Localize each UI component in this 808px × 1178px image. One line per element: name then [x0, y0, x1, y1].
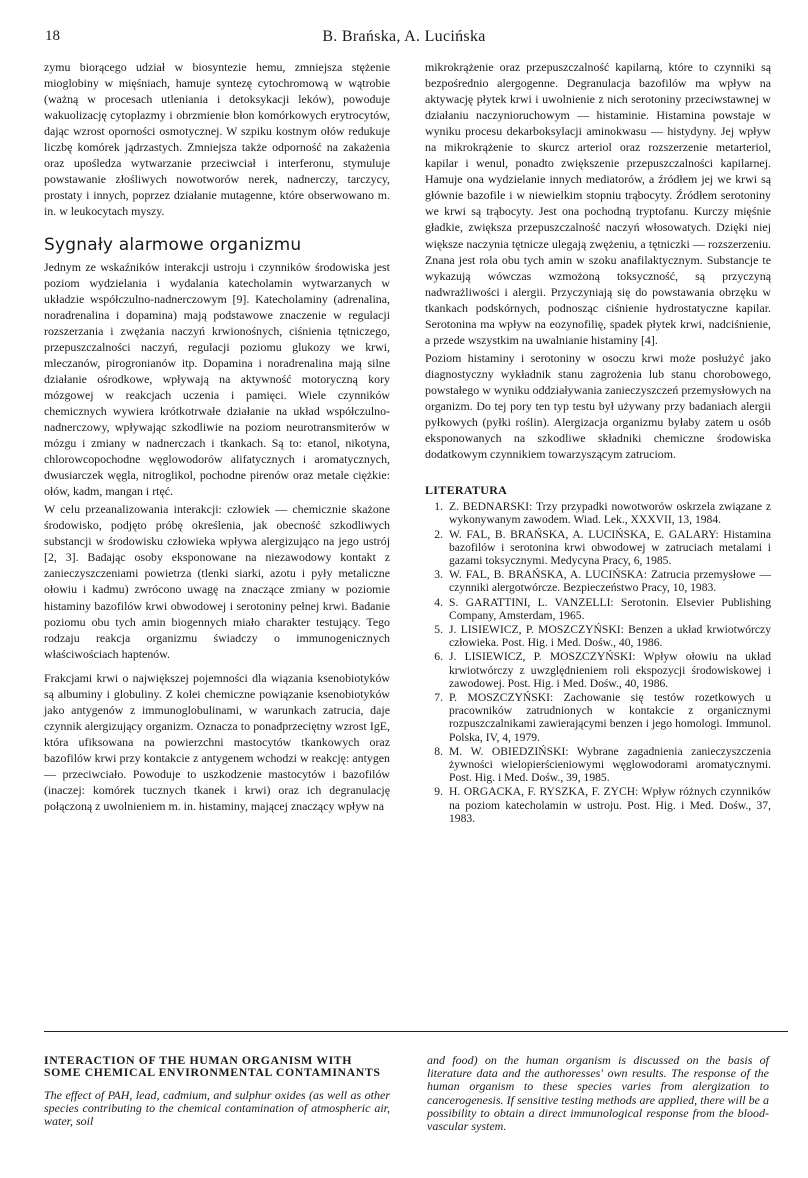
- reference-text: Z. BEDNARSKI: Trzy przypadki nowotworów oskrzela związane z wykonywanym zawodem. Wiad. Lek., XXXVII, 13, 1984.: [449, 500, 771, 527]
- left-column: [44, 59, 390, 814]
- literature-heading: LITERATURA: [425, 483, 508, 498]
- reference-text: S. GARATTINI, L. VANZELLI: Serotonin. Elsevier Publishing Company, Amsterdam, 1965.: [449, 595, 771, 622]
- reference-number: 6.: [434, 650, 443, 664]
- reference-text: H. ORGACKA, F. RYSZKA, F. ZYCH: Wpływ różnych czynników na poziom katecholamin w ustroju. Post. Hig. i Med. Dośw., 37, 1983.: [449, 785, 771, 825]
- paragraph: W celu przeanalizowania interakcji: człowiek — chemicznie skażone środowisko, podjęto próbę określenia, jak obecność szkodliwych substancji w środowisku człowieka wpływa alergizująco na jego ustrój [2, 3]. Badając osoby eksponowane na niezawodowy kontakt z zanieczyszczeniami powietrza (tlenki siarki, azotu i pyły metaliczne ołowiu i kadmu) zwrócono uwagę na znaczące zmiany w poziomie histaminy bazofilów krwi obwodowej i serotoniny pełnej krwi. Badanie poziomu obu tych amin biogennych miało charakter testujący. Tego rodzaju reakcja organizmu świadczy o immunogenicznych właściwościach haptenów.: [44, 502, 390, 661]
- reference-number: 7.: [434, 691, 443, 705]
- summary-text: and food) on the human organism is discussed on the basis of literature data and the authoresses' own results. The response of the human organism to these species varies from alergization to cancerogenesis. If sensitive testing methods are applied, there will be a possibility to obtain a direct immunological response from the blood-vascular system.: [427, 1053, 769, 1134]
- paragraph: Jednym ze wskaźników interakcji ustroju i czynników środowiska jest poziom wydzielania i wydalania katecholamin wytwarzanych w układzie współczulno-nadnerczowym [9]. Katecholaminy (adrenalina, noradrenalina i dopamina) mają podstawowe znaczenie w regulacji rozszerzania i zwężania naczyń krwionośnych, ciśnienia tętniczego, przepuszczalności naczyń, regulacji poziomu glukozy we krwi, mleczanów, pirogronianów itp. Dopamina i noradrenalina mają silne działanie ośrodkowe, wpływają na aktywność motoryczną kory mózgowej w reakcjach uczenia i pamięci. Wiele czynników chemicznych wywiera krótkotrwałe działanie na układ współczulno-nadnerczowy, wpływając szkodliwie na poziom neurotransmiterów w mózgu i zmiany w nadnerczach i tkankach. Są to: etanol, nikotyna, chlorowcopochodne węglowodorów alifatycznych i aromatycznych, dwusiarczek węgla, nitroglikol, pochodne pirenów oraz metale ciężkie: ołów, kadm, mangan i rtęć.: [44, 259, 390, 499]
- running-head: B. Brańska, A. Lucińska: [322, 28, 486, 45]
- reference-item: [425, 623, 771, 649]
- reference-text: J. LISIEWICZ, P. MOSZCZYŃSKI: Benzen a układ krwiotwórczy człowieka. Post. Hig. i Med. Dośw., 40, 1986.: [449, 623, 771, 650]
- reference-number: 8.: [434, 744, 443, 758]
- section-heading: Sygnały alarmowe organizmu: [44, 235, 302, 256]
- reference-item: [425, 785, 771, 825]
- summary-text: The effect of PAH, lead, cadmium, and sulphur oxides (as well as other species contributing to the chemical contamination of atmospheric air, water, soil: [44, 1087, 390, 1129]
- reference-item: [425, 528, 771, 568]
- english-summary-right: [427, 1054, 769, 1133]
- page-number: 18: [45, 28, 60, 44]
- reference-text: J. LISIEWICZ, P. MOSZCZYŃSKI: Wpływ ołowiu na układ krwiotwórczy z uwzględnieniem roli ekspozycji środowiskowej i zawodowej. Post. Hig. i Med. Dośw., 40, 1986.: [449, 650, 771, 690]
- reference-number: 9.: [434, 785, 443, 799]
- paragraph: Poziom histaminy i serotoniny w osoczu krwi może posłużyć jako diagnostyczny wykładnik stanu zagrożenia lub stanu chorobowego, powstałego w wyniku oddziaływania zanieczyszczeń przemysłowych na organizm. Do tej pory ten typ testu był używany przy badaniach alergii pyłkowych (pyłki roślin). Alergizacja organizmu byłaby zatem u osób eksponowanych na szkodliwe składniki chemiczne środowiska dodatkowym czynnikiem towarzyszącym zatruciom.: [425, 350, 771, 462]
- reference-text: M. W. OBIEDZIŃSKI: Wybrane zagadnienia zanieczyszczenia żywności wielopierścieniowymi węglowodorami aromatycznymi. Post. Hig. i Med. Dośw., 39, 1985.: [449, 744, 771, 785]
- reference-text: P. MOSZCZYŃSKI: Zachowanie się testów rozetkowych u pracowników zatrudnionych w kontakcie z organicznymi rozpuszczalnikami zawierającymi benzen i jego homologi. Immunol. Polska, IV, 4, 1979.: [449, 691, 771, 744]
- reference-item: [425, 691, 771, 744]
- reference-number: 5.: [434, 623, 443, 637]
- paragraph: Frakcjami krwi o największej pojemności dla wiązania ksenobiotyków są albuminy i globuliny. Z kolei chemiczne powiązanie ksenobiotyków jako antygenów z immunoglobulinami, w warunkach zatrucia, daje czynnik alergizujący organizm. Oznacza to ponadprzeciętny wzrost IgE, która ufiksowana na powierzchni mastocytów tkankowych oraz bazofilów krwi przy kontakcie z antygenem wchodzi w reakcję: antygen — przeciwciało. Powoduje to uszkodzenie mastocytów i bazofilów (inaczej: komórek tucznych tkanek i krwi) oraz ich degranulację połączoną z uwolnieniem m. in. histaminy, mającej znaczący wpływ na: [44, 670, 390, 814]
- paragraph: zymu biorącego udział w biosyntezie hemu, zmniejsza stężenie mioglobiny w mięśniach, hamuje syntezę cytochromową w wątrobie (ważną w procesach utleniania i detoksykacji leków), powoduje wakuolizację cytoplazmy i obrzmienie błon komórkowych erytrocytów, dając wzrost oporności osmotycznej. W szpiku kostnym ołów redukuje liczbę komórek jądrzastych. Zmniejsza także odporność na zakażenia oraz upośledza wytwarzanie przeciwciał i interferonu, stymuluje powstawanie złośliwych nowotworów nerek, nadnerczy, tarczycy, prostaty i innych, poprzez działanie mutagenne, które obserwowano m. in. w leukocytach myszy.: [44, 60, 390, 219]
- reference-item: [425, 500, 771, 526]
- reference-text: W. FAL, B. BRAŃSKA, A. LUCIŃSKA: Zatrucia przemysłowe — czynniki alergotwórcze. Bezpieczeństwo Pracy, 10, 1983.: [449, 568, 771, 595]
- reference-item: [425, 745, 771, 785]
- reference-number: 4.: [434, 595, 443, 609]
- right-column: [425, 59, 771, 826]
- reference-text: W. FAL, B. BRAŃSKA, A. LUCIŃSKA, E. GALARY: Histamina bazofilów i serotonina krwi obwodowej w zatruciach metalami i gazami toksycznymi. Medycyna Pracy, 6, 1985.: [449, 527, 771, 568]
- summary-title: INTERACTION OF THE HUMAN ORGANISM WITH SOME CHEMICAL ENVIRONMENTAL CONTAMINANTS: [44, 1053, 381, 1080]
- reference-number: 1.: [434, 500, 443, 514]
- reference-number: 2.: [434, 527, 443, 541]
- reference-item: [425, 650, 771, 690]
- section-divider: [44, 1031, 788, 1032]
- paragraph: mikrokrążenie oraz przepuszczalność kapilarną, które to czynniki są bezpośrednio alergogenne. Degranulacja bazofilów ma wpływ na aktywację płytek krwi i uwolnienie z nich serotoniny przeciwstawnej w działaniu naczynioruchowym — histaminie. Histamina powstaje w wyniku procesu dekarboksylacji aminokwasu — histydyny. Jej wpływ na mikrokrążenie to skurcz arteriol oraz rozszerzenie metarteriol, kapilar i wenul, ponadto zwiększenie przepuszczalności kapilarnej. Hamuje ona wydzielanie innych mediatorów, a źródłem jej we krwi są głównie bazofile i w niewielkim stopniu trąbocyty. Źródłem serotoniny we krwi są trąbocyty. Jest ona pochodną tryptofanu. Kurczy mięśnie gładkie, zwiększa przepuszczalność naczyń włosowatych. Dzięki niej większe naczynia tętnicze ulegają zwężeniu, a tętniczki — rozszerzeniu. Znana jest rola obu tych amin w szoku anafilaktycznym. Substancje te wykazują wówczas wzmożoną toksyczność, są przyczyną nadwrażliwości i alergii. Przyczyniają się do powstawania obrzęku w tkankach podskórnych, podnosząc ciśnienie hydrostatyczne kapilar. Serotonina ma wpływ na eozynofilię, spadek płytek krwi, nadciśnienie, a przede wszystkim na uwalnianie histaminy [4].: [425, 60, 771, 347]
- english-summary-left: [44, 1054, 390, 1128]
- reference-item: [425, 568, 771, 594]
- reference-number: 3.: [434, 568, 443, 582]
- reference-item: [425, 596, 771, 622]
- reference-list: [425, 500, 771, 825]
